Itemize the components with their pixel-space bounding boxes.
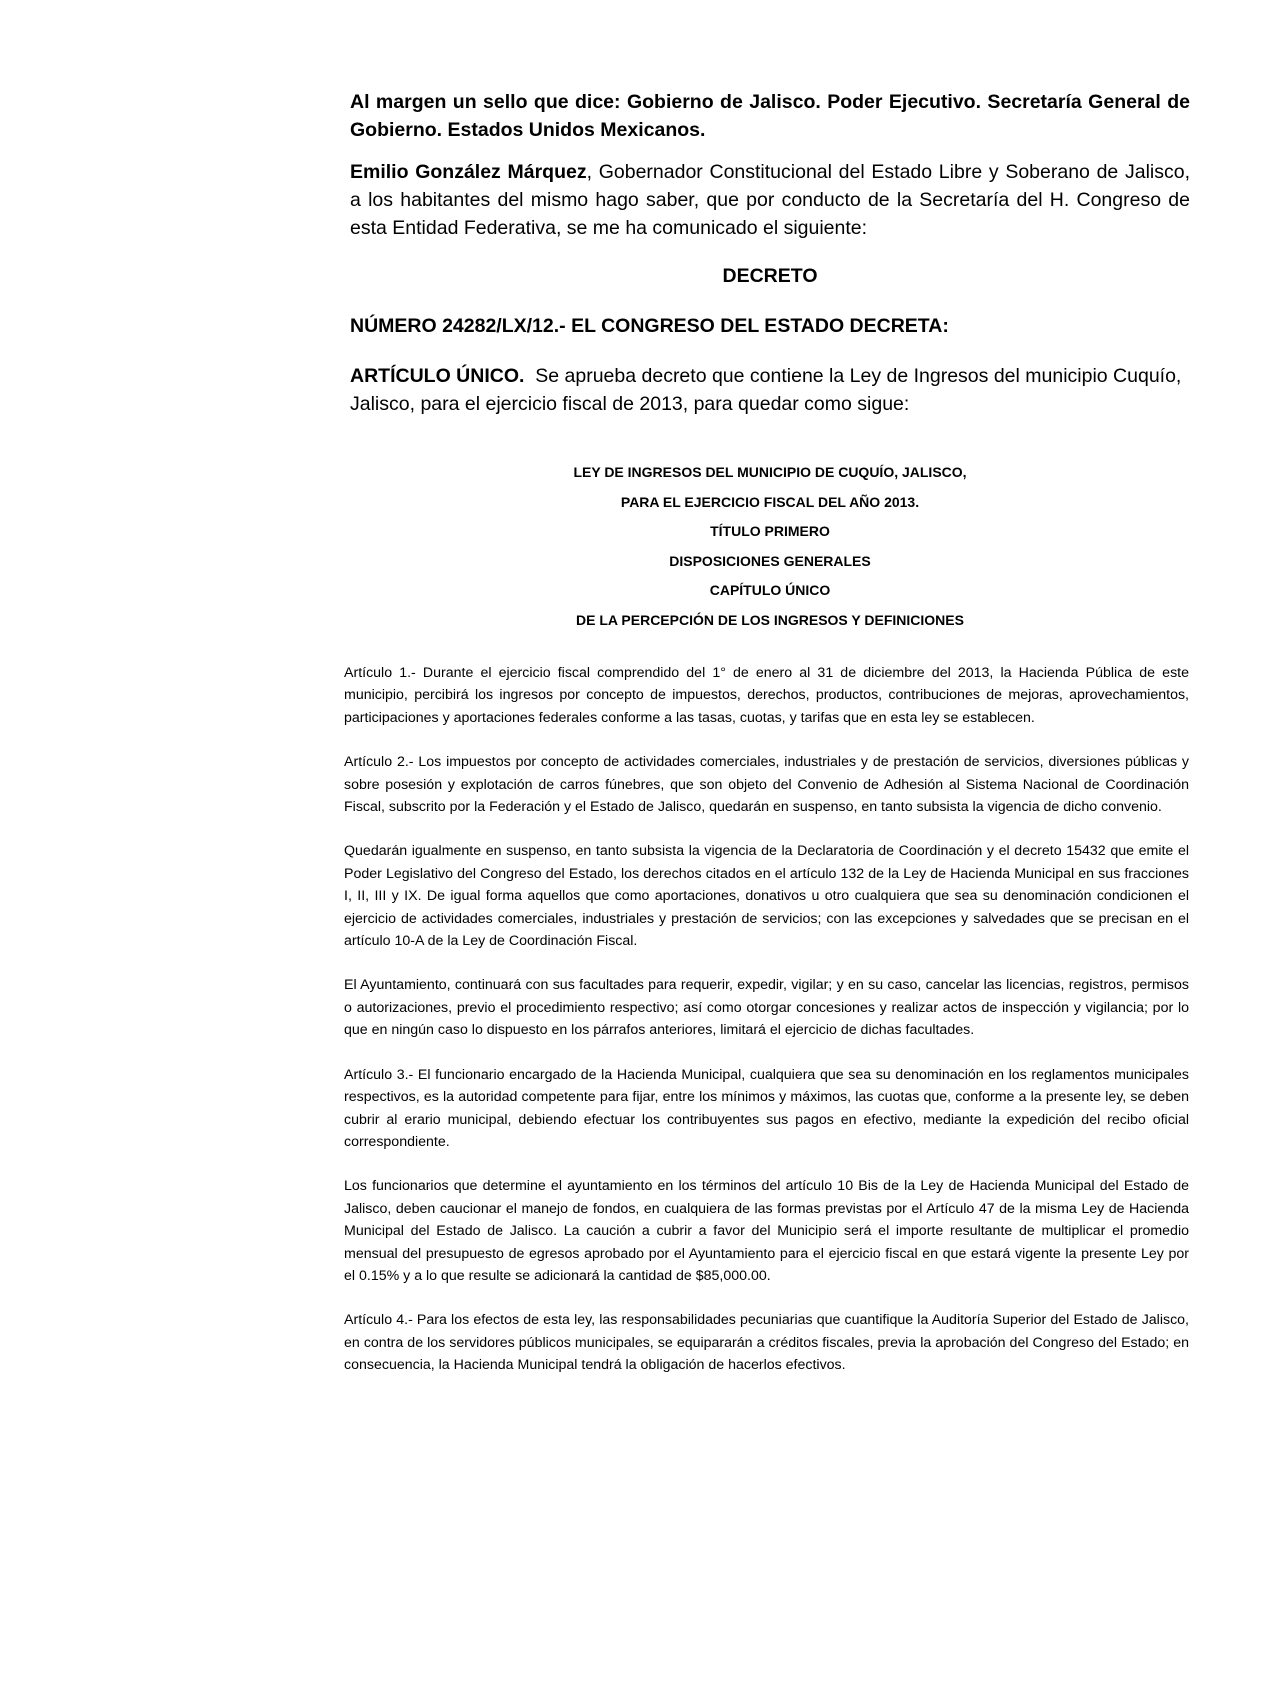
law-title-line-6: DE LA PERCEPCIÓN DE LOS INGRESOS Y DEFINICIONES (576, 611, 964, 628)
law-title-line-5: CAPÍTULO ÚNICO (709, 582, 831, 598)
paragraph-ayuntamiento: El Ayuntamiento, continuará con sus facultades para requerir, expedir, vigilar; y en su caso, cancelar las licencias, registros, permisos o autorizaciones, previo el procedimiento respectivo; así como otorgar concesiones y realizar actos de inspección y vigilancia; por lo que en ningún caso lo dispuesto en los párrafos anteriores, limitará el ejercicio de dichas facultades. (344, 977, 1189, 1039)
paragraph-suspension: Quedarán igualmente en suspenso, en tanto subsista la vigencia de la Declaratoria de Coordinación y el decreto 15432 que emite el Poder Legislativo del Congreso del Estado, los derechos citados en el artículo 132 de la Ley de Hacienda Municipal en sus fracciones I, II, III y IX. De igual forma aquellos que como aportaciones, donativos u otro cualquiera que sea su denominación condicionen el ejercicio de actividades comerciales, industriales y prestación de servicios; con las excepciones y salvedades que se precisan en el artículo 10-A de la Ley de Coordinación Fiscal. (344, 843, 1189, 950)
paragraph-articulo-4: Artículo 4.- Para los efectos de esta ley, las responsabilidades pecuniarias que cuantifique la Auditoría Superior del Estado de Jalisco, en contra de los servidores públicos municipales, se equipararán a créditos fiscales, previa la aprobación del Congreso del Estado; en consecuencia, la Hacienda Municipal tendrá la obligación de hacerlos efectivos. (344, 1312, 1189, 1374)
articulo-unico (350, 362, 1190, 418)
header-block (350, 88, 1190, 418)
governor-name: Emilio González Márquez (350, 161, 587, 183)
intro-text: , Gobernador Constitucional del Estado Libre y Soberano de Jalisco, a los habitantes del mismo hago saber, que por conducto de la Secretaría del H. Congreso de esta Entidad Federativa, se me ha comunicado el siguiente: (350, 161, 1190, 239)
law-title-line-4: DISPOSICIONES GENERALES (669, 552, 871, 569)
law-title (350, 458, 1190, 635)
stamp-note: Al margen un sello que dice: Gobierno de Jalisco. Poder Ejecutivo. Secretaría General de Gobierno. Estados Unidos Mexicanos. (350, 91, 1190, 141)
paragraph-caucion: Los funcionarios que determine el ayuntamiento en los términos del artículo 10 Bis de la Ley de Hacienda Municipal del Estado de Jalisco, deben caucionar el manejo de fondos, en cualquiera de las formas previstas por el Artículo 47 de la misma Ley de Hacienda Municipal del Estado de Jalisco. La caución a cubrir a favor del Municipio será el importe resultante de multiplicar el promedio mensual del presupuesto de egresos aprobado por el Ayuntamiento para el ejercicio fiscal en que estará vigente la presente Ley por el 0.15% y a lo que resulte se adicionará la cantidad de $85,000.00. (344, 1178, 1189, 1284)
law-title-line-2: PARA EL EJERCICIO FISCAL DEL AÑO 2013. (620, 493, 920, 510)
law-title-line-1: LEY DE INGRESOS DEL MUNICIPIO DE CUQUÍO, JALISCO, (573, 464, 967, 480)
paragraph-articulo-1: Artículo 1.- Durante el ejercicio fiscal comprendido del 1° de enero al 31 de diciembre del 2013, la Hacienda Pública de este municipio, percibirá los ingresos por concepto de impuestos, derechos, productos, contribuciones de mejoras, aprovechamientos, participaciones y aportaciones federales conforme a las tasas, cuotas, y tarifas que en esta ley se establecen. (344, 665, 1189, 726)
paragraph-articulo-3: Artículo 3.- El funcionario encargado de la Hacienda Municipal, cualquiera que sea su denominación en los reglamentos municipales respectivos, es la autoridad competente para fijar, entre los mínimos y máximos, las cuotas que, conforme a la presente ley, se deben cubrir al erario municipal, debiendo efectuar los contribuyentes sus pagos en efectivo, mediante la expedición del recibo oficial correspondiente. (344, 1066, 1189, 1150)
intro-paragraph (350, 158, 1190, 242)
body-text (344, 662, 1189, 1399)
law-title-line-3: TÍTULO PRIMERO (710, 523, 830, 539)
paragraph-articulo-2: Artículo 2.- Los impuestos por concepto de actividades comerciales, industriales y de prestación de servicios, diversiones públicas y sobre posesión y explotación de carros fúnebres, que son objeto del Convenio de Adhesión al Sistema Nacional de Coordinación Fiscal, subscrito por la Federación y el Estado de Jalisco, quedarán en suspenso, en tanto subsista la vigencia de dicho convenio. (344, 754, 1189, 816)
decreto-number: NÚMERO 24282/LX/12.- EL CONGRESO DEL ESTADO DECRETA: (350, 315, 949, 337)
decreto-title: DECRETO (722, 265, 818, 287)
articulo-unico-text: Se aprueba decreto que contiene la Ley de Ingresos del municipio Cuquío, Jalisco, para el ejercicio fiscal de 2013, para quedar como sigue: (350, 365, 1182, 415)
articulo-unico-label: ARTÍCULO ÚNICO. (350, 365, 525, 387)
